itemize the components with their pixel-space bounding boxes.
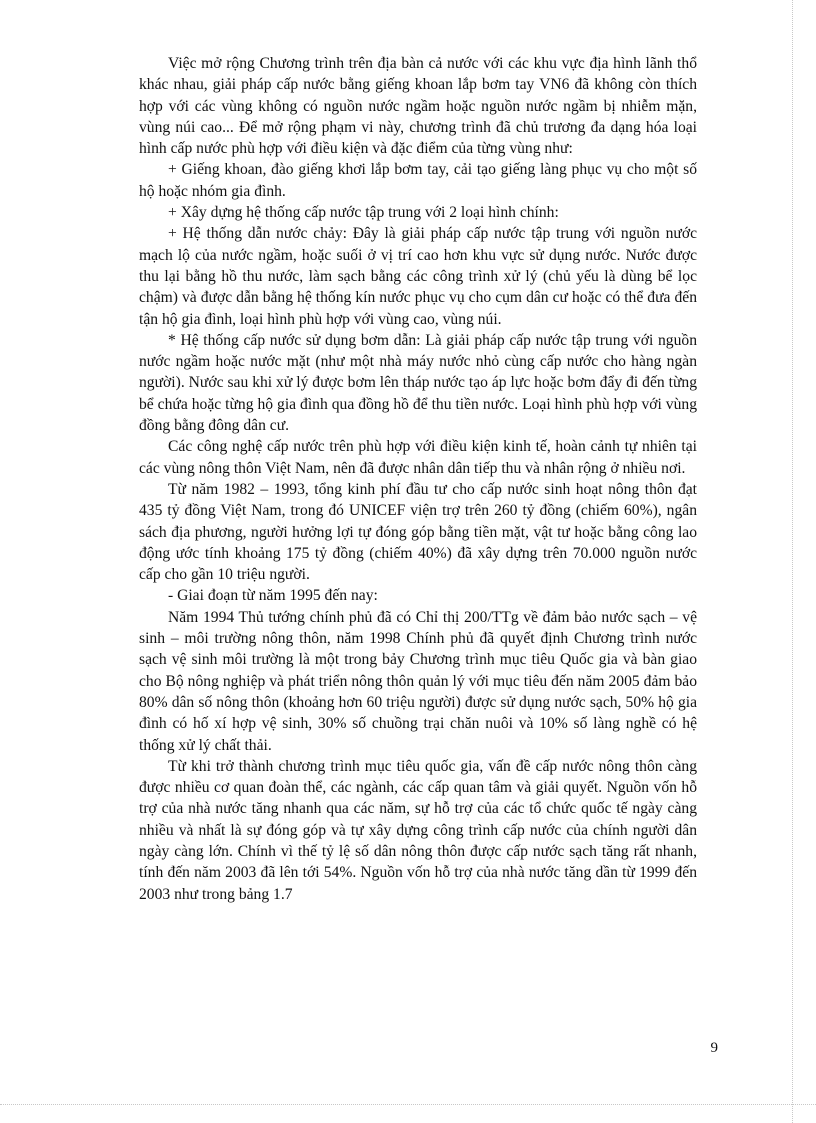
page-edge-right [792, 0, 793, 1123]
paragraph-8: - Giai đoạn từ năm 1995 đến nay: [168, 587, 378, 605]
page-edge-bottom [0, 1104, 816, 1105]
paragraph-6: Các công nghệ cấp nước trên phù hợp với điều kiện kinh tế, hoàn cảnh tự nhiên tại các vùng nông thôn Việt Nam, nên đã được nhân dân tiếp thu và nhân rộng ở nhiều nơi. [139, 438, 697, 477]
paragraph-9: Năm 1994 Thủ tướng chính phủ đã có Chỉ thị 200/TTg về đảm bảo nước sạch – vệ sinh – môi trường nông thôn, năm 1998 Chính phủ đã quyết định Chương trình nước sạch vệ sinh môi trường là một trong bảy Chương trình mục tiêu Quốc gia và bàn giao cho Bộ nông nghiệp và phát triển nông thôn quản lý với mục tiêu đến năm 2005 đảm bảo 80% dân số nông thôn (khoảng hơn 60 triệu người) được sử dụng nước sạch, 50% hộ gia đình có hố xí hợp vệ sinh, 30% số chuồng trại chăn nuôi và 10% số làng nghề có hệ thống xử lý chất thải. [139, 608, 697, 754]
body-text [139, 53, 697, 905]
paragraph-1: Việc mở rộng Chương trình trên địa bàn cả nước với các khu vực địa hình lãnh thổ khác nhau, giải pháp cấp nước bằng giếng khoan lắp bơm tay VN6 đã không còn thích hợp với các vùng không có nguồn nước ngầm hoặc nguồn nước ngầm bị nhiễm mặn, vùng núi cao... Để mở rộng phạm vi này, chương trình đã chủ trương đa dạng hóa loại hình cấp nước phù hợp với điều kiện và đặc điểm của từng vùng như: [139, 55, 697, 158]
paragraph-10: Từ khi trở thành chương trình mục tiêu quốc gia, vấn đề cấp nước nông thôn càng được nhiều cơ quan đoàn thể, các ngành, các cấp quan tâm và giải quyết. Nguồn vốn hỗ trợ của nhà nước tăng nhanh qua các năm, sự hỗ trợ của các tổ chức quốc tế ngày càng nhiều và nhất là sự đóng góp và tự xây dựng công trình cấp nước của chính người dân ngày càng lớn. Chính vì thế tỷ lệ số dân nông thôn được cấp nước sạch tăng rất nhanh, tính đến năm 2003 đã lên tới 54%. Nguồn vốn hỗ trợ của nhà nước tăng dần từ 1999 đến 2003 như trong bảng 1.7 [139, 757, 697, 903]
paragraph-4: + Hệ thống dẫn nước chảy: Đây là giải pháp cấp nước tập trung với nguồn nước mạch lộ của nước ngầm, hoặc suối ở vị trí cao hơn khu vực sử dụng nước. Nước được thu lại bằng hồ thu nước, làm sạch bằng các công trình xử lý (chủ yếu là dùng bể lọc chậm) và được dẫn bằng hệ thống kín nước phục vụ cho cụm dân cư hoặc có thể đưa đến tận hộ gia đình, loại hình phù hợp với vùng cao, vùng núi. [139, 225, 697, 328]
page-number: 9 [710, 1040, 718, 1056]
paragraph-7: Từ năm 1982 – 1993, tổng kinh phí đầu tư cho cấp nước sinh hoạt nông thôn đạt 435 tỷ đồng Việt Nam, trong đó UNICEF viện trợ trên 260 tỷ đồng (chiếm 60%), ngân sách địa phương, người hưởng lợi tự đóng góp bằng tiền mặt, vật tư hoặc bằng công lao động ước tính khoảng 175 tỷ đồng (chiếm 40%) đã xây dựng trên 70.000 nguồn nước cấp cho gần 10 triệu người. [139, 480, 697, 584]
paragraph-3: + Xây dựng hệ thống cấp nước tập trung với 2 loại hình chính: [168, 204, 559, 222]
paragraph-5: * Hệ thống cấp nước sử dụng bơm dẫn: Là giải pháp cấp nước tập trung với nguồn nước ngầm hoặc nước mặt (như một nhà máy nước nhỏ cùng cấp nước cho hàng ngàn người). Nước sau khi xử lý được bơm lên tháp nước tạo áp lực hoặc bơm đẩy đi đến từng bể chứa hoặc từng hộ gia đình qua đồng hồ để thu tiền nước. Loại hình phù hợp với vùng đồng bằng đông dân cư. [139, 331, 697, 435]
paragraph-2: + Giếng khoan, đào giếng khơi lắp bơm tay, cải tạo giếng làng phục vụ cho một số hộ hoặc nhóm gia đình. [139, 161, 697, 200]
